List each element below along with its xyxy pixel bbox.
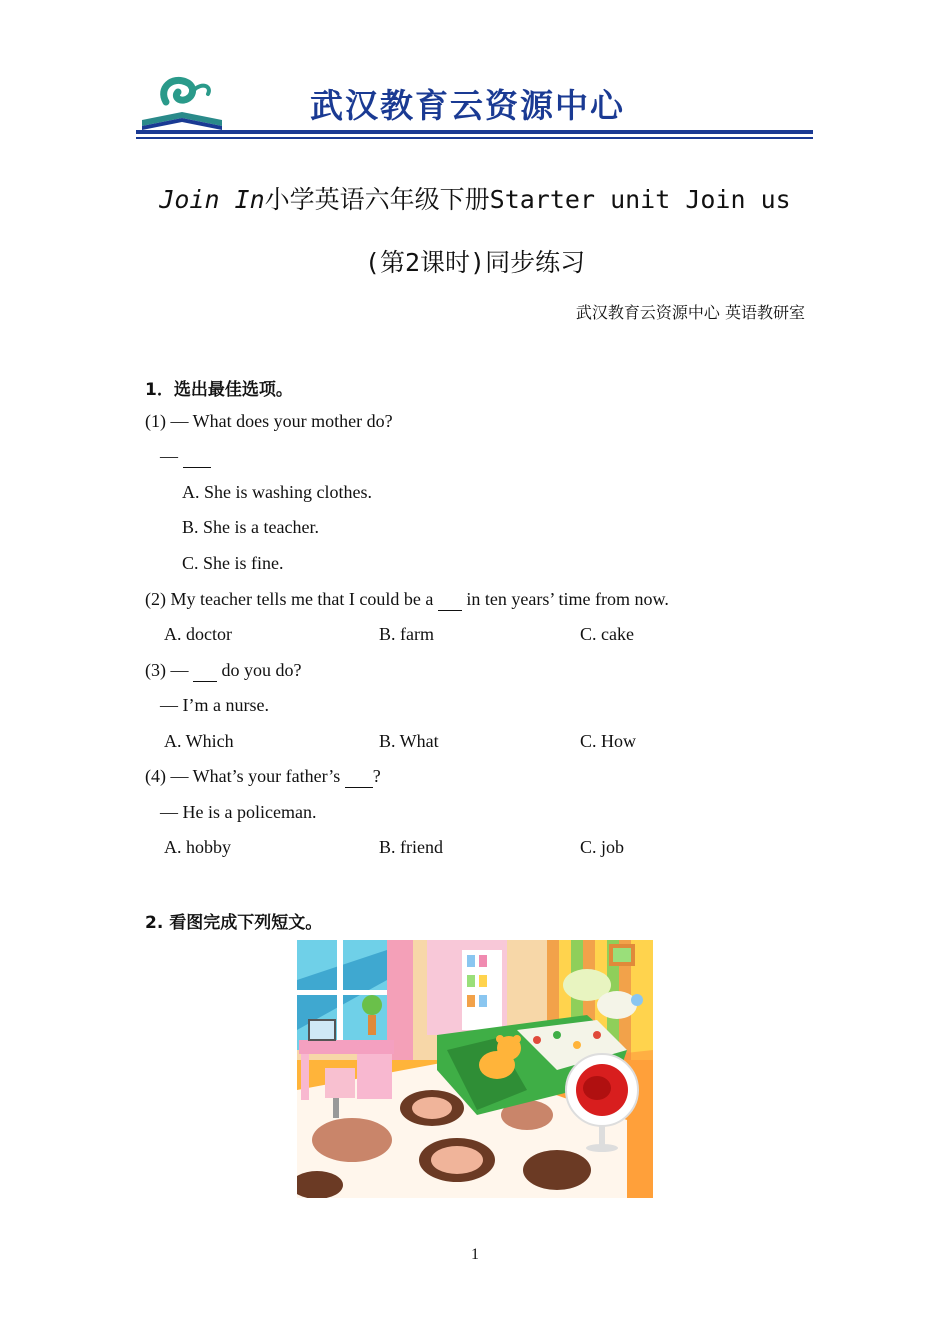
q1-stem: (1) — What does your mother do? <box>145 411 393 431</box>
byline: 武汉教育云资源中心 英语教研室 <box>575 303 805 322</box>
logo-icon <box>136 72 228 138</box>
document-title-line2: (第2课时)同步练习 <box>364 248 586 277</box>
header-rule-thick <box>136 130 813 134</box>
q2-stem-before: (2) My teacher tells me that I could be a <box>145 589 434 609</box>
q3-option-b: B. What <box>379 731 439 751</box>
section1-heading: 1．选出最佳选项。 <box>145 380 293 400</box>
answer-blank <box>193 660 217 682</box>
q1-answer-line <box>160 446 211 468</box>
q4-option-c: C. job <box>580 837 625 857</box>
q3-stem <box>145 660 302 682</box>
q4-stem-after: ? <box>372 766 381 786</box>
q3-reply: — I’m a nurse. <box>160 695 269 715</box>
dash: — <box>160 446 178 466</box>
q3-option-c: C. How <box>580 731 637 751</box>
q4-option-b: B. friend <box>379 837 443 857</box>
q3-stem-before: (3) — <box>145 660 189 680</box>
q4-stem <box>145 766 381 788</box>
page-number: 1 <box>471 1246 479 1263</box>
q1-option-c: C. She is fine. <box>182 553 284 573</box>
section2-heading: 2. 看图完成下列短文。 <box>145 913 323 933</box>
q4-stem-before: (4) — What’s your father’s <box>145 766 341 786</box>
q2-stem-after: in ten years’ time from now. <box>466 589 669 609</box>
answer-blank <box>438 589 462 611</box>
q4-reply: — He is a policeman. <box>160 802 317 822</box>
title-rest: 小学英语六年级下册Starter unit Join us <box>264 185 791 214</box>
org-title: 武汉教育云资源中心 <box>310 86 625 125</box>
bedroom-illustration <box>297 940 653 1198</box>
answer-blank <box>183 446 211 468</box>
q2-option-a: A. doctor <box>164 624 232 644</box>
series-name: Join In <box>159 185 265 214</box>
answer-blank <box>345 766 373 788</box>
header-rule-thin <box>136 137 813 139</box>
q3-stem-after: do you do? <box>221 660 302 680</box>
document-title-line1 <box>0 180 950 216</box>
q2-option-b: B. farm <box>379 624 434 644</box>
q2-stem <box>145 589 669 611</box>
q2-option-c: C. cake <box>580 624 634 644</box>
q1-option-a: A. She is washing clothes. <box>182 482 372 502</box>
q3-option-a: A. Which <box>164 731 234 751</box>
q1-option-b: B. She is a teacher. <box>182 517 319 537</box>
q4-option-a: A. hobby <box>164 837 231 857</box>
